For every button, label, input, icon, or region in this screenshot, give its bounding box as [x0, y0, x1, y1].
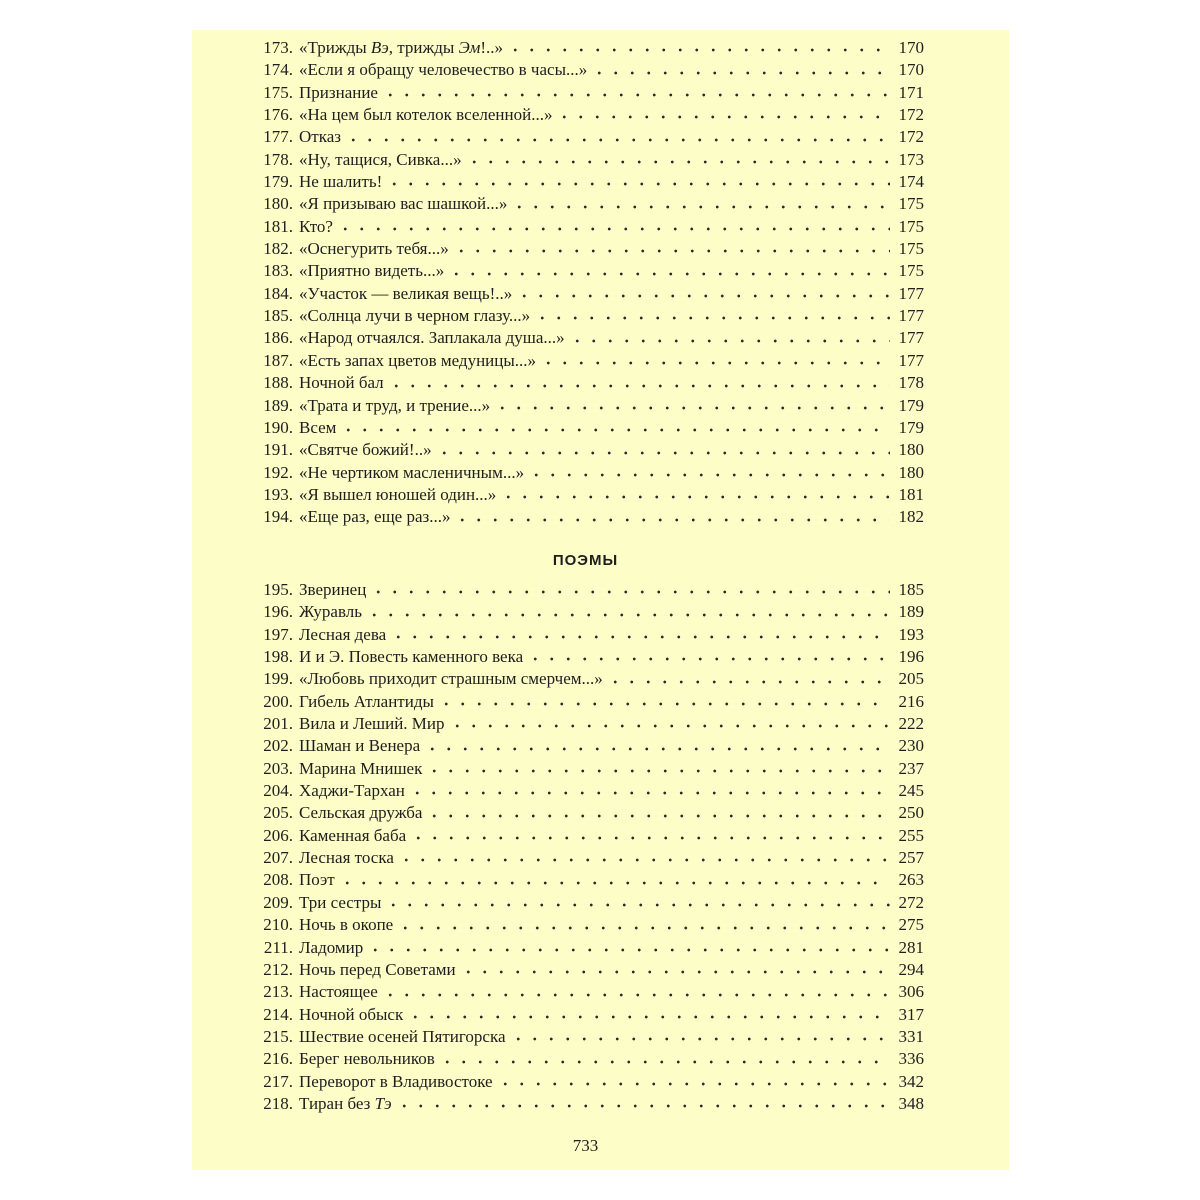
entry-title — [299, 1027, 506, 1047]
entry-title — [299, 647, 523, 667]
entry-page-number: 175 — [898, 239, 924, 259]
entry-title-italic: Эм — [458, 38, 481, 57]
dot-leader — [453, 245, 890, 257]
entry-number: 187. — [263, 350, 293, 370]
dot-leader — [382, 989, 890, 1001]
entry-title — [299, 714, 445, 734]
entry-title-text: «Оснегурить тебя...» — [299, 239, 449, 259]
toc-entry — [238, 150, 924, 172]
entry-number: 194. — [263, 507, 293, 527]
toc-entry — [238, 982, 924, 1004]
toc-entry — [238, 803, 924, 825]
entry-page-number: 196 — [898, 647, 924, 667]
entry-title-text: «Трата и труд, и трение...» — [299, 395, 491, 415]
toc-entry — [238, 172, 924, 194]
entry-title — [299, 127, 341, 147]
entry-number: 204. — [263, 781, 293, 801]
entry-title — [299, 826, 406, 846]
entry-title — [299, 1094, 392, 1114]
entry-title — [299, 83, 378, 103]
entry-number: 174. — [263, 60, 293, 80]
dot-leader — [410, 832, 890, 844]
dot-leader — [466, 156, 890, 168]
entry-title-text: Тиран без — [299, 1093, 375, 1113]
entry-page-number: 170 — [898, 60, 924, 80]
toc-entry — [238, 714, 924, 736]
entry-number: 217. — [263, 1071, 293, 1091]
entry-page-number: 348 — [898, 1093, 924, 1113]
entry-title-text: «Я призываю вас шашкой...» — [299, 194, 508, 214]
toc-entry — [238, 915, 924, 937]
entry-title — [299, 60, 587, 80]
entry-number: 212. — [263, 959, 293, 979]
entry-number: 178. — [263, 149, 293, 169]
entry-title — [299, 1005, 403, 1025]
entry-title — [299, 759, 422, 779]
entry-page-number: 179 — [898, 395, 924, 415]
toc-entry — [238, 463, 924, 485]
entry-number: 208. — [263, 870, 293, 890]
entry-title — [299, 172, 382, 192]
toc-entry — [238, 848, 924, 870]
entry-page-number: 185 — [898, 580, 924, 599]
toc-entry — [238, 217, 924, 239]
entry-title-text: Настоящее — [299, 982, 378, 1002]
toc-entry — [238, 396, 924, 418]
toc-entry — [238, 83, 924, 105]
entry-number: 205. — [263, 803, 293, 823]
entry-title-text: Ночной обыск — [299, 1004, 404, 1024]
entry-title-text: Зверинец — [299, 580, 367, 599]
entry-title-text: «Не чертиком масленичным...» — [299, 462, 525, 482]
dot-leader — [388, 380, 890, 392]
entry-page-number: 180 — [898, 440, 924, 460]
toc-entry — [238, 507, 924, 529]
entry-page-number: 173 — [898, 149, 924, 169]
entry-page-number: 189 — [898, 602, 924, 622]
dot-leader — [345, 134, 890, 146]
entry-title-text: «Ну, тащися, Сивка...» — [299, 149, 462, 169]
entry-title — [299, 893, 381, 913]
dot-leader — [454, 514, 890, 526]
entry-number: 213. — [263, 982, 293, 1002]
entry-title-text: «Есть запах цветов медуницы...» — [299, 350, 537, 370]
dot-leader — [507, 44, 890, 56]
entry-page-number: 175 — [898, 216, 924, 236]
book-page — [192, 30, 1009, 1170]
dot-leader — [436, 447, 890, 459]
entry-title-italic: Вэ — [370, 38, 389, 57]
dot-leader — [397, 922, 890, 934]
entry-title-text: «Я вышел юношей один...» — [299, 484, 497, 504]
entry-page-number: 237 — [898, 758, 924, 778]
dot-leader — [390, 631, 890, 643]
page-number: 733 — [572, 1136, 599, 1155]
entry-number: 215. — [263, 1026, 293, 1046]
toc-entry — [238, 60, 924, 82]
dot-leader — [460, 966, 890, 978]
entry-number: 182. — [263, 239, 293, 259]
entry-title-text: Журавль — [299, 602, 362, 622]
dot-leader — [340, 424, 890, 436]
dot-leader — [449, 720, 890, 732]
entry-title — [299, 351, 536, 371]
dot-leader — [516, 290, 890, 302]
entry-title-text: И и Э. Повесть каменного века — [299, 647, 524, 667]
dot-leader — [424, 743, 890, 755]
entry-page-number: 317 — [898, 1004, 924, 1024]
entry-title-text: «Если я обращу человечество в часы...» — [299, 60, 588, 80]
toc-entry — [238, 1049, 924, 1071]
entry-page-number: 306 — [898, 982, 924, 1002]
entry-number: 175. — [263, 82, 293, 102]
entry-title-text: «Трижды — [299, 38, 371, 57]
entry-title-text: «Солнца лучи в черном глазу...» — [299, 306, 531, 326]
toc-entry — [238, 38, 924, 60]
entry-page-number: 230 — [898, 736, 924, 756]
toc-entry — [238, 625, 924, 647]
toc-entry — [238, 870, 924, 892]
entry-number: 201. — [263, 714, 293, 734]
entry-title-text: Отказ — [299, 127, 341, 147]
dot-leader — [497, 1078, 890, 1090]
toc-entry — [238, 647, 924, 669]
entry-page-number: 177 — [898, 328, 924, 348]
entry-page-number: 336 — [898, 1049, 924, 1069]
toc-entry — [238, 893, 924, 915]
entry-number: 189. — [263, 395, 293, 415]
entry-title — [299, 239, 449, 259]
entry-title-text: «Святче божий!..» — [299, 440, 432, 460]
toc-entry — [238, 1072, 924, 1094]
toc-list-poems-before — [238, 38, 924, 530]
entry-number: 186. — [263, 328, 293, 348]
entry-title-text: «Приятно видеть...» — [299, 261, 445, 281]
dot-leader — [367, 944, 890, 956]
entry-number: 179. — [263, 172, 293, 192]
entry-number: 177. — [263, 127, 293, 147]
entry-title — [299, 602, 362, 622]
entry-page-number: 245 — [898, 781, 924, 801]
entry-page-number: 170 — [898, 38, 924, 57]
dot-leader — [591, 67, 890, 79]
entry-page-number: 294 — [898, 959, 924, 979]
dot-leader — [407, 1011, 890, 1023]
entry-page-number: 257 — [898, 848, 924, 868]
entry-title-text: Сельская дружба — [299, 803, 423, 823]
entry-title — [299, 625, 386, 645]
entry-number: 209. — [263, 892, 293, 912]
entry-title — [299, 736, 420, 756]
entry-title — [299, 1072, 493, 1092]
entry-title-text: Всем — [299, 417, 337, 437]
dot-leader — [511, 201, 890, 213]
toc-entry — [238, 759, 924, 781]
entry-title — [299, 261, 444, 281]
toc-entry — [238, 239, 924, 261]
dot-leader — [439, 1056, 890, 1068]
entry-title-text: Хаджи-Тархан — [299, 781, 405, 801]
entry-title — [299, 328, 565, 348]
entry-page-number: 193 — [898, 624, 924, 644]
dot-leader — [385, 899, 890, 911]
entry-page-number: 175 — [898, 261, 924, 281]
entry-number: 211. — [263, 937, 293, 957]
entry-title — [299, 781, 405, 801]
entry-number: 210. — [263, 915, 293, 935]
entry-page-number: 172 — [898, 127, 924, 147]
entry-page-number: 179 — [898, 417, 924, 437]
dot-leader — [337, 223, 890, 235]
entry-title-text: Ладомир — [299, 937, 364, 957]
entry-title-text: «Любовь приходит страшным смерчем...» — [299, 669, 603, 689]
entry-page-number: 182 — [898, 507, 924, 527]
entry-number: 202. — [263, 736, 293, 756]
entry-number: 199. — [263, 669, 293, 689]
toc-entry — [238, 1005, 924, 1027]
dot-leader — [426, 765, 890, 777]
entry-title-text: Шествие осеней Пятигорска — [299, 1026, 506, 1046]
toc-entry — [238, 669, 924, 691]
dot-leader — [438, 698, 890, 710]
dot-leader — [510, 1033, 891, 1045]
entry-title — [299, 373, 384, 393]
entry-page-number: 250 — [898, 803, 924, 823]
entry-title-text: «Народ отчаялся. Заплакала душа...» — [299, 328, 565, 348]
entry-title-text: Три сестры — [299, 892, 382, 912]
toc-entry — [238, 440, 924, 462]
entry-page-number: 175 — [898, 194, 924, 214]
entry-title-text: «На цем был котелок вселенной...» — [299, 105, 553, 125]
entry-page-number: 275 — [898, 915, 924, 935]
entry-number: 190. — [263, 417, 293, 437]
entry-page-number: 177 — [898, 306, 924, 326]
entry-title — [299, 38, 503, 58]
entry-number: 195. — [263, 580, 293, 599]
entry-title — [299, 692, 434, 712]
dot-leader — [409, 787, 890, 799]
toc-entry — [238, 1027, 924, 1049]
entry-title-text: Не шалить! — [299, 172, 383, 192]
entry-page-number: 174 — [898, 172, 924, 192]
entry-page-number: 216 — [898, 691, 924, 711]
entry-title-text: Берег невольников — [299, 1049, 435, 1069]
entry-title — [299, 463, 524, 483]
entry-title — [299, 440, 432, 460]
toc-entry — [238, 261, 924, 283]
entry-page-number: 177 — [898, 283, 924, 303]
toc-entry — [238, 781, 924, 803]
entry-page-number: 205 — [898, 669, 924, 689]
entry-title — [299, 982, 378, 1002]
entry-number: 196. — [263, 602, 293, 622]
entry-page-number: 180 — [898, 462, 924, 482]
entry-title — [299, 485, 496, 505]
entry-title-text: Шаман и Венера — [299, 736, 421, 756]
entry-title — [299, 1049, 435, 1069]
entry-title — [299, 960, 456, 980]
entry-number: 198. — [263, 647, 293, 667]
entry-title — [299, 915, 393, 935]
entry-title — [299, 870, 335, 890]
dot-leader — [607, 676, 890, 688]
dot-leader — [494, 402, 890, 414]
entry-title — [299, 105, 552, 125]
entry-number: 207. — [263, 848, 293, 868]
entry-page-number: 171 — [898, 82, 924, 102]
dot-leader — [370, 586, 890, 598]
entry-title-text: Ночь перед Советами — [299, 959, 456, 979]
toc-entry — [238, 736, 924, 758]
toc-entry — [238, 194, 924, 216]
entry-title-text: Кто? — [299, 216, 333, 236]
entry-number: 203. — [263, 758, 293, 778]
dot-leader — [426, 810, 890, 822]
dot-leader — [556, 111, 890, 123]
entry-title-text: Переворот в Владивостоке — [299, 1071, 493, 1091]
dot-leader — [382, 89, 890, 101]
entry-number: 197. — [263, 624, 293, 644]
entry-title — [299, 306, 530, 326]
dot-leader — [527, 653, 890, 665]
entry-number: 173. — [263, 38, 293, 57]
toc-entry — [238, 938, 924, 960]
entry-title-text: Вила и Леший. Мир — [299, 714, 445, 734]
dot-leader — [398, 854, 890, 866]
entry-number: 191. — [263, 440, 293, 460]
toc-entry — [238, 960, 924, 982]
dot-leader — [569, 335, 890, 347]
entry-number: 200. — [263, 691, 293, 711]
dot-leader — [528, 469, 890, 481]
toc-entry — [238, 485, 924, 507]
entry-title — [299, 418, 336, 438]
entry-title-text: Каменная баба — [299, 825, 407, 845]
entry-page-number: 222 — [898, 714, 924, 734]
entry-page-number: 181 — [898, 484, 924, 504]
entry-number: 181. — [263, 216, 293, 236]
entry-number: 183. — [263, 261, 293, 281]
entry-page-number: 272 — [898, 892, 924, 912]
dot-leader — [534, 312, 890, 324]
toc-entry — [238, 306, 924, 328]
entry-title-text: Признание — [299, 82, 378, 102]
entry-title — [299, 396, 490, 416]
toc-entry — [238, 127, 924, 149]
entry-title-text: !..» — [480, 38, 504, 57]
entry-title — [299, 507, 450, 527]
entry-number: 185. — [263, 306, 293, 326]
entry-number: 214. — [263, 1004, 293, 1024]
entry-page-number: 178 — [898, 373, 924, 393]
toc-entry — [238, 373, 924, 395]
entry-title — [299, 803, 422, 823]
entry-page-number: 177 — [898, 350, 924, 370]
toc-entry — [238, 284, 924, 306]
entry-title — [299, 669, 603, 689]
entry-number: 184. — [263, 283, 293, 303]
entry-page-number: 172 — [898, 105, 924, 125]
dot-leader — [396, 1100, 890, 1112]
toc-list-long-poems — [238, 580, 924, 1116]
entry-title-text: Марина Мнишек — [299, 758, 423, 778]
entry-title-text: «Участок — великая вещь!..» — [299, 283, 513, 303]
entry-title-text: Гибель Атлантиды — [299, 691, 434, 711]
entry-number: 193. — [263, 484, 293, 504]
entry-title-text: Лесная тоска — [299, 848, 394, 868]
entry-title — [299, 150, 462, 170]
toc-entry — [238, 602, 924, 624]
entry-title — [299, 580, 366, 600]
dot-leader — [448, 268, 890, 280]
entry-title-italic: Тэ — [374, 1093, 392, 1113]
entry-title — [299, 938, 363, 958]
toc-entry — [238, 1094, 924, 1116]
entry-number: 206. — [263, 825, 293, 845]
entry-title-text: Поэт — [299, 870, 335, 890]
entry-number: 176. — [263, 105, 293, 125]
toc-entry — [238, 328, 924, 350]
entry-page-number: 263 — [898, 870, 924, 890]
dot-leader — [366, 609, 890, 621]
dot-leader — [500, 491, 890, 503]
dot-leader — [339, 877, 890, 889]
entry-number: 188. — [263, 373, 293, 393]
entry-title — [299, 217, 333, 237]
entry-page-number: 255 — [898, 825, 924, 845]
toc-entry — [238, 351, 924, 373]
entry-title — [299, 284, 512, 304]
entry-title — [299, 194, 507, 214]
entry-page-number: 331 — [898, 1026, 924, 1046]
entry-title-text: Лесная дева — [299, 624, 387, 644]
entry-page-number: 342 — [898, 1071, 924, 1091]
dot-leader — [540, 357, 890, 369]
toc-entry — [238, 418, 924, 440]
entry-title — [299, 848, 394, 868]
entry-number: 218. — [263, 1093, 293, 1113]
entry-number: 216. — [263, 1049, 293, 1069]
entry-number: 180. — [263, 194, 293, 214]
section-heading: ПОЭМЫ — [552, 552, 619, 569]
dot-leader — [386, 178, 890, 190]
toc-entry — [238, 105, 924, 127]
entry-title-text: «Еще раз, еще раз...» — [299, 507, 451, 527]
entry-title-text: Ночь в окопе — [299, 915, 394, 935]
entry-title-text: Ночной бал — [299, 373, 384, 393]
toc-entry — [238, 692, 924, 714]
entry-number: 192. — [263, 462, 293, 482]
toc-entry — [238, 580, 924, 602]
entry-title-text: , трижды — [388, 38, 459, 57]
toc-entry — [238, 826, 924, 848]
entry-page-number: 281 — [898, 937, 924, 957]
